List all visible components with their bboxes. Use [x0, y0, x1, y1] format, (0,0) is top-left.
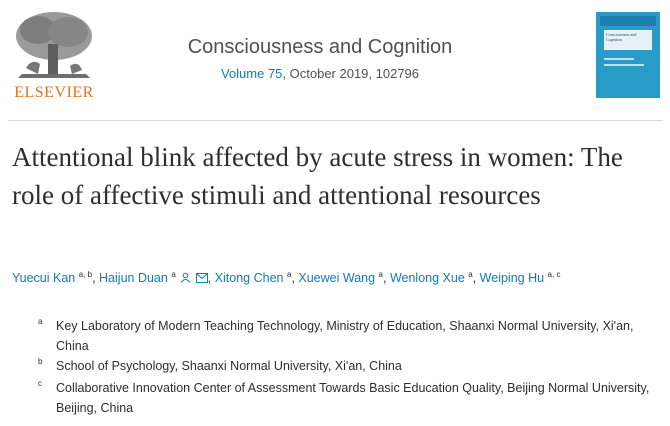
- volume-link[interactable]: Volume 75: [220, 66, 283, 81]
- affiliation-label: b: [38, 357, 43, 366]
- author-link[interactable]: Wenlong Xue: [389, 271, 465, 286]
- journal-meta: [150, 66, 490, 81]
- person-icon[interactable]: [180, 272, 191, 286]
- author-link[interactable]: Weiping Hu: [479, 271, 545, 286]
- article-title: Attentional blink affected by acute stress in women: The role of affective stimuli and attentional resources: [12, 142, 623, 210]
- tree-icon: [8, 8, 100, 84]
- author-affiliation-ref[interactable]: a: [171, 270, 176, 279]
- author-link[interactable]: Xuewei Wang: [298, 271, 376, 286]
- cover-decor: [604, 58, 634, 60]
- affiliation-label: a: [38, 317, 43, 326]
- elsevier-logo[interactable]: [8, 8, 100, 104]
- author-affiliation-ref[interactable]: a: [378, 270, 383, 279]
- author-link[interactable]: Yuecui Kan: [12, 271, 76, 286]
- issue-info: , October 2019, 102796: [282, 66, 420, 81]
- affiliation-item: [38, 378, 658, 418]
- journal-cover-image[interactable]: [596, 12, 660, 98]
- affiliation-text: Collaborative Innovation Center of Assessment Towards Basic Education Quality, Beijing Normal University, Beijing, China: [56, 381, 650, 415]
- author-link[interactable]: Xitong Chen: [214, 271, 284, 286]
- cover-decor: [604, 64, 644, 66]
- author-affiliation-ref[interactable]: a, c: [547, 270, 561, 279]
- journal-title[interactable]: Consciousness and Cognition: [187, 36, 453, 58]
- affiliation-item: [38, 316, 658, 356]
- header-divider: [8, 120, 663, 121]
- author-affiliation-ref[interactable]: a: [286, 270, 292, 279]
- cover-title: Consciousness and Cognition: [604, 30, 652, 50]
- author-list: Yuecui Kan $^{a, b}$, Haijun Duan $^a$ , Xitong Chen $^a$, Xuewei Wang $^a$, Wenlong Xue $^a$, Weiping Hu $^{a, c}$: [12, 270, 561, 286]
- cover-banner: [600, 16, 656, 26]
- publisher-name: ELSEVIER: [14, 84, 94, 101]
- author-affiliation-ref[interactable]: a, b: [78, 270, 93, 279]
- affiliation-text: School of Psychology, Shaanxi Normal University, Xi'an, China: [56, 359, 402, 373]
- envelope-icon[interactable]: [196, 272, 208, 286]
- affiliation-text: Key Laboratory of Modern Teaching Technology, Ministry of Education, Shaanxi Normal University, Xi'an, China: [56, 319, 634, 353]
- author-link[interactable]: Haijun Duan: [99, 271, 168, 286]
- author-affiliation-ref[interactable]: a: [468, 270, 473, 279]
- affiliation-label: c: [38, 379, 42, 388]
- affiliation-item: [38, 356, 658, 376]
